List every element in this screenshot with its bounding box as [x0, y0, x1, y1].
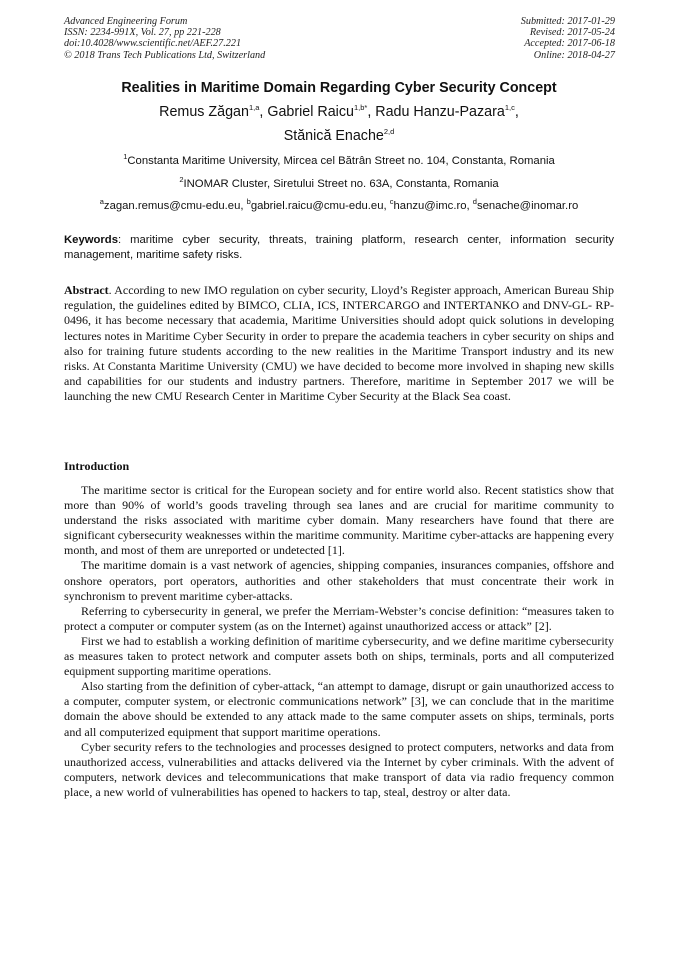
submitted-date: Submitted: 2017-01-29 [520, 16, 615, 27]
author-sup: 1,c [504, 103, 515, 113]
section-heading-introduction: Introduction [64, 459, 130, 473]
introduction-body [64, 483, 614, 800]
author-sup: 2,d [383, 127, 395, 137]
email-link[interactable]: senache@inomar.ro [476, 200, 579, 212]
publication-dates [521, 16, 615, 61]
author-line-2 [0, 128, 678, 144]
affiliation-sup: 1 [123, 152, 128, 162]
author-emails: $^a$zagan.remus@cmu-edu.eu, $^b$gabriel.raicu@cmu-edu.eu, $^c$hanzu@imc.ro, $^d$senache@inomar.ro [99, 197, 579, 212]
paragraph: Also starting from the definition of cyber-attack, “an attempt to damage, disrupt or gain unauthorized access to a computer, computer system, or electronic communications network” [3], we can conclude that in the maritime domain the above should be extended to any attack made to the same computer assets on ships, terminals, ports and all computerized equipment that support maritime operations. [64, 679, 614, 739]
accepted-date: Accepted: 2017-06-18 [524, 38, 615, 50]
author-name: Remus Zăgan [159, 104, 249, 120]
affiliation-sup: 2 [179, 175, 184, 185]
email-sup: d [472, 197, 477, 207]
keywords-text: : maritime cyber security, threats, training platform, research center, information security management, maritime safety risks. [64, 234, 614, 261]
paragraph: The maritime sector is critical for the European society and for entire world also. Recent statistics show that more than 90% of world’s goods traveling through sea lanes and are crucial for maritime community to understand the risks associated with maritime cyber domain. Many researchers have found that there are significant cybersecurity weaknesses within the maritime community. Maritime cyber-attacks are happening every month, and most of them are unreported or undetected [1]. [64, 483, 614, 558]
author-sup: 1,b* [353, 103, 368, 113]
journal-info [64, 16, 265, 61]
paragraph: First we had to establish a working definition of maritime cybersecurity, and we define maritime cybersecurity as measures taken to protect network and computer assets both on ships, terminals, ports and all computerized equipment supporting maritime operations. [64, 633, 614, 679]
affiliation-2 [0, 175, 678, 190]
keywords [64, 233, 614, 263]
author-sup: 1,a [248, 103, 260, 113]
abstract [64, 283, 614, 405]
doi-line: doi:10.4028/www.scientific.net/AEF.27.221 [64, 38, 242, 50]
issn-line: ISSN: 2234-991X, Vol. 27, pp 221-228 [64, 27, 221, 39]
paragraph: The maritime domain is a vast network of agencies, shipping companies, insurances companies, offshore and onshore operators, port operators, authorities and other stakeholders that must concentrate their work in synchronism to prevent maritime cyber-attacks. [64, 558, 614, 603]
author-name: Stănică Enache [283, 128, 384, 144]
email-link[interactable]: gabriel.raicu@cmu-edu.eu [250, 200, 384, 212]
email-link[interactable]: hanzu@imc.ro [393, 200, 467, 212]
author-name: Radu Hanzu-Pazara [375, 104, 505, 120]
copyright-line: © 2018 Trans Tech Publications Ltd, Switzerland [64, 49, 266, 61]
email-sup: a [99, 197, 104, 207]
journal-name: Advanced Engineering Forum [64, 16, 188, 27]
email-sup: b [246, 197, 251, 207]
email-link[interactable]: zagan.remus@cmu-edu.eu [103, 200, 241, 212]
online-date: Online: 2018-04-27 [533, 49, 615, 61]
revised-date: Revised: 2017-05-24 [529, 27, 615, 39]
keywords-label: Keywords [64, 234, 118, 246]
author-line-1: Remus Zăgan$^{1,a}$, Gabriel Raicu$^{1,b*}$, Radu Hanzu-Pazara$^{1,c}$, [159, 103, 519, 120]
abstract-text: . According to new IMO regulation on cyber security, Lloyd’s Register approach, American Bureau Ship regulation, the guidelines edited by BIMCO, CLIA, ICS, INTERCARGO and INTERTANKO and DNV-GL- RP-0496, it has become necessary that academia, Maritime Universities should adopt quick solutions in developing lectures notes in Maritime Cyber Security in order to prepare the academia teachers in cyber security on ships and also for training future students according to the new realities in the Maritime Transport industry and its new risks. At Constanta Maritime University (CMU) we have decided to become more involved in shaping new skills and capabilities for our students and industry partners. Therefore, maritime in September 2017 we will be launching the new CMU Research Center in Maritime Cyber Security at the Black Sea coast. [64, 283, 614, 404]
abstract-label: Abstract [64, 283, 109, 297]
paragraph: Cyber security refers to the technologies and processes designed to protect computers, networks and data from unauthorized access, vulnerabilities and attacks delivered via the Internet by cyber criminals. With the advent of computers, network devices and telecommunications that make transport of data via radio frequency common place, a new world of vulnerabilities has opened to hackers to tap, steal, destroy or alter data. [64, 739, 614, 799]
affiliation-1 [0, 152, 678, 167]
affiliation-text: INOMAR Cluster, Siretului Street no. 63A, Constanta, Romania [183, 178, 499, 190]
author-name: Gabriel Raicu [267, 104, 354, 120]
paragraph: Referring to cybersecurity in general, we prefer the Merriam-Webster’s concise definition: “measures taken to protect a computer or computer system (as on the Internet) against unauthorized access or attack” [2]. [64, 603, 614, 633]
paper-title: Realities in Maritime Domain Regarding Cyber Security Concept [121, 80, 557, 96]
affiliation-text: Constanta Maritime University, Mircea cel Bătrân Street no. 104, Constanta, Romania [127, 155, 555, 167]
email-sup: c [389, 197, 394, 207]
